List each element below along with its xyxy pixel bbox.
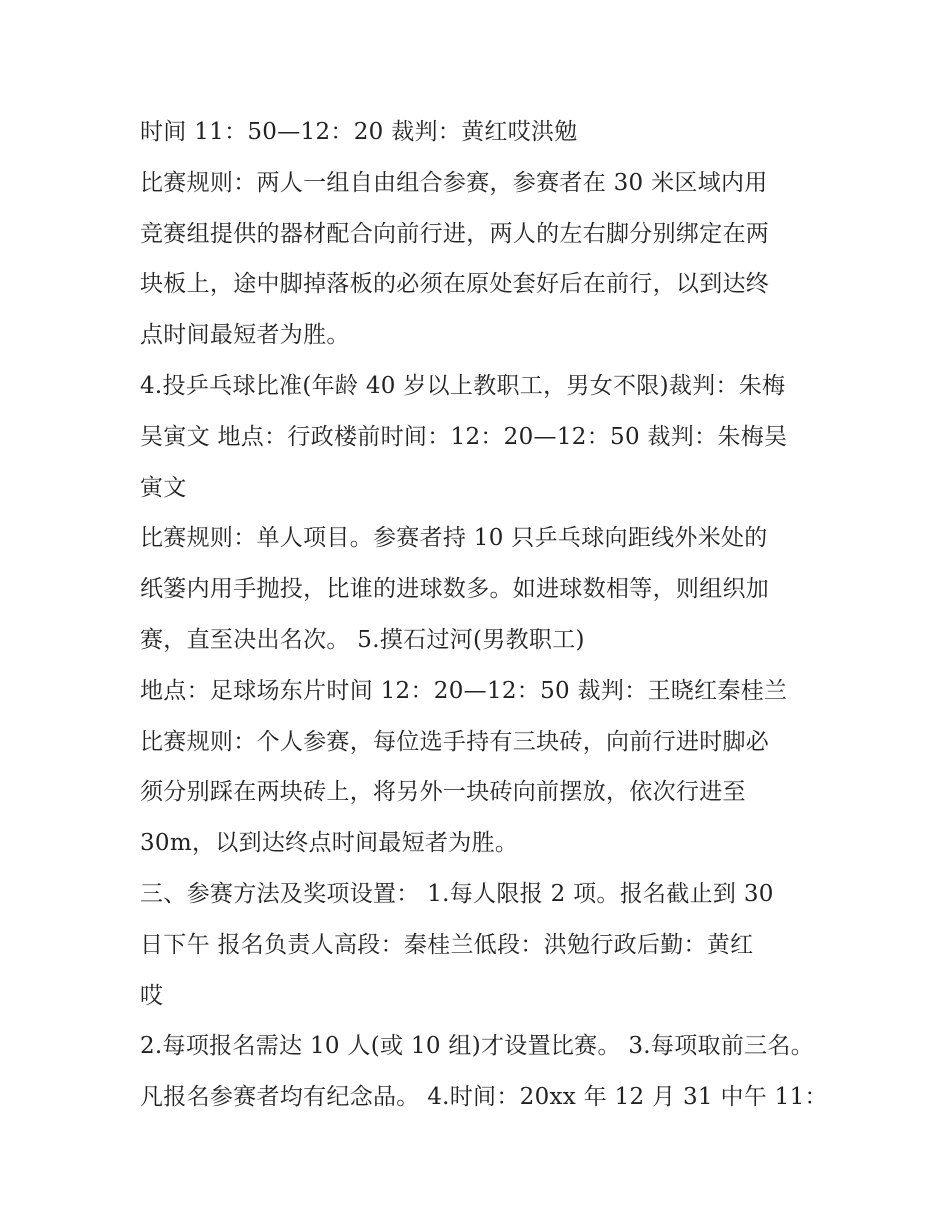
document-body xyxy=(140,107,830,1123)
text-line: 纸篓内用手抛投，比谁的进球数多。如进球数相等，则组织加 xyxy=(140,576,770,603)
text-line: 地点：足球场东片时间 12：20—12：50 裁判：王晓红秦桂兰 xyxy=(140,677,788,704)
text-line: 比赛规则：单人项目。参赛者持 10 只乒乓球向距线外米处的 xyxy=(140,525,768,552)
text-line: 4.投乒乓球比准(年龄 40 岁以上教职工，男女不限)裁判：朱梅 xyxy=(140,372,786,399)
text-line: 三、参赛方法及奖项设置： 1.每人限报 2 项。报名截止到 30 xyxy=(140,880,774,907)
text-line: 比赛规则：个人参赛，每位选手持有三块砖，向前行进时脚必 xyxy=(140,728,770,755)
text-line: 块板上，途中脚掉落板的必须在原处套好后在前行，以到达终 xyxy=(140,271,770,298)
text-line: 凡报名参赛者均有纪念品。 4.时间：20xx 年 12 月 31 中午 11： xyxy=(140,1084,828,1111)
text-line: 30m，以到达终点时间最短者为胜。 xyxy=(140,830,519,857)
text-line: 时间 11：50—12：20 裁判：黄红哎洪勉 xyxy=(140,119,578,145)
text-line: 寅文 xyxy=(140,474,187,501)
text-line: 哎 xyxy=(140,982,164,1009)
text-line: 赛，直至决出名次。 5.摸石过河(男教职工) xyxy=(140,626,585,653)
text-line: 竞赛组提供的器材配合向前行进，两人的左右脚分别绑定在两 xyxy=(140,220,770,247)
text-line: 2.每项报名需达 10 人(或 10 组)才设置比赛。 3.每项取前三名。 xyxy=(140,1033,815,1060)
text-line: 点时间最短者为胜。 xyxy=(140,322,350,349)
text-line: 吴寅文 地点：行政楼前时间：12：20—12：50 裁判：朱梅吴 xyxy=(140,423,788,450)
text-line: 比赛规则：两人一组自由组合参赛，参赛者在 30 米区域内用 xyxy=(140,169,768,196)
text-line: 须分别踩在两块砖上，将另外一块砖向前摆放，依次行进至 xyxy=(140,779,746,806)
text-line: 日下午 报名负责人高段：秦桂兰低段：洪勉行政后勤：黄红 xyxy=(140,931,754,958)
